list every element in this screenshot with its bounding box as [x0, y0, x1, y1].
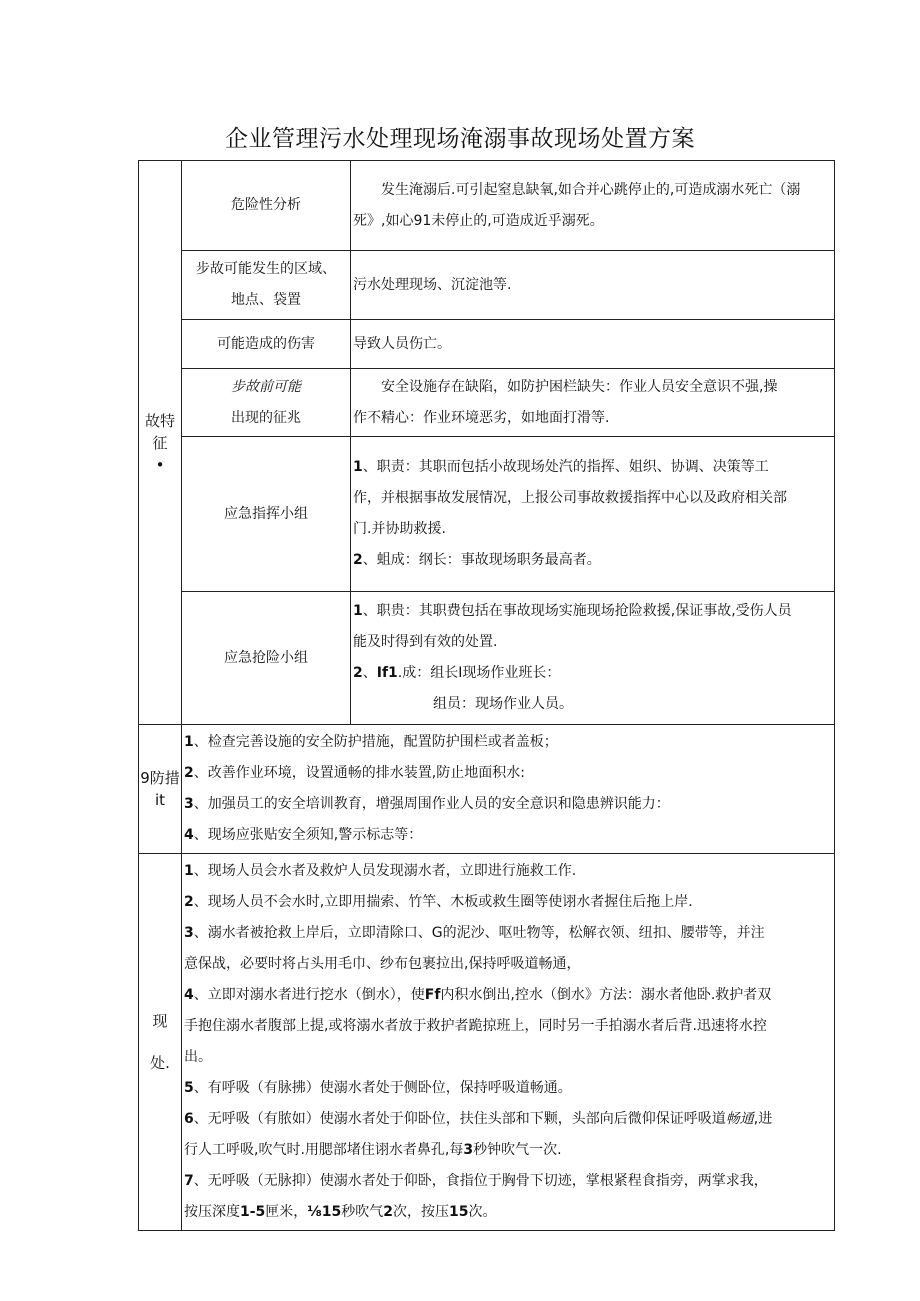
list-item: 4、现场应张贴安全须知,警示标志等：	[184, 827, 423, 843]
possible-harm-label: 可能造成的伤害	[182, 320, 351, 369]
possible-area-label: 步故可能发生的区域、 地点、袋置	[182, 251, 351, 320]
warning-signs-content: 安全设施存在缺陷，如防护困栏缺失：作业人员安全意识不强,操 作不精心：作业环境恶劣，如地面打滑等.	[351, 369, 835, 437]
rescue-group-label: 应急抢险小组	[182, 592, 351, 725]
section-prevention-label: 9防措 it	[139, 725, 182, 854]
possible-area-content: 污水处理现场、沉淀池等.	[351, 251, 835, 320]
possible-harm-content: 导致人员伤亡。	[351, 320, 835, 369]
prevention-row	[139, 725, 835, 854]
command-group-row	[139, 437, 835, 592]
disposal-content: 1、现场人员会水者及救炉人员发现溺水者，立即进行施救工作. 2、现场人员不会水时,立即用揣索、竹竿、木板或救生圈等使诩水者握住后拖上岸. 3、溺水者被抢救上岸后，立即清除口、G的泥沙、呕吐物等，松解衣领、纽扣、腰带等，并注 意保战，必要时将占头用毛巾、纱布包裹拉出,保持呼吸道畅通， 4、立即对溺水者进行挖水（倒水），使Ff内积水倒出,控水（倒水》方法：溺水者他卧.救护者双 手抱住溺水者腹部上提,或将溺水者放于救护者跪掠班上，同时另一手拍溺水者后背.迅速将水控 出。 5、有呼吸（有脉拂）使溺水者处于侧卧位，保持呼吸道畅通。 6、无呼吸（有脓如）使溺水者处于仰卧位，扶住头部和下颗，头部向后微仰保证呼吸道畅通,进 行人工呼吸,吹气时.用腮部堵住诩水者鼻孔,每3秒钟吹气一次. 7、无呼吸（无脉抑）使溺水者处于仰卧，食指位于胸骨下切迹，掌根紧程食指旁，两掌求我， 按压深度1-5匣米，⅛15秒吹气2次，按压15次。	[182, 854, 835, 1231]
rescue-group-content: 1、职贵：其职费包括在事故现场实施现场抢险救援,保证事故,受伤人员 能及时得到有效的处置. 2、If1.成：组长I现场作业班长： 组员：现场作业人员。	[351, 592, 835, 725]
section-disposal-label: 现 处.	[139, 854, 182, 1231]
list-item: 6、无呼吸（有脓如）使溺水者处于仰卧位，扶住头部和下颗，头部向后微仰保证呼吸道畅通,进	[184, 1111, 773, 1127]
risk-analysis-label: 危险性分析	[182, 161, 351, 251]
list-item: 3、加强员工的安全培训教育，增强周围作业人员的安全意识和隐患辨识能力：	[184, 796, 670, 812]
list-item: 4、立即对溺水者进行挖水（倒水），使Ff内积水倒出,控水（倒水》方法：溺水者他卧.救护者双	[184, 987, 772, 1003]
list-item: 2、现场人员不会水时,立即用揣索、竹竿、木板或救生圈等使诩水者握住后拖上岸.	[184, 894, 693, 910]
command-group-content: 1、职责：其职而包括小故现场处汽的指挥、姐织、协调、决策等工 作，并根据事故发展情况，上报公司事故救援指挥中心以及政府相关部 门.并协助救援. 2、蛆成：纲长：事故现场职务最高者。	[351, 437, 835, 592]
signs-row	[139, 369, 835, 437]
list-item: 1、现场人员会水者及救炉人员发现溺水者，立即进行施救工作.	[184, 863, 577, 879]
command-group-label: 应急指挥小组	[182, 437, 351, 592]
prevention-content	[182, 725, 835, 854]
disposal-row	[139, 854, 835, 1231]
list-item: 1、检查完善设施的安全防护措施，配置防护围栏或者盖板；	[184, 734, 558, 750]
list-item: 2、改善作业环境，设置通畅的排水装置,防止地面积水:	[184, 765, 525, 781]
warning-signs-label: 步故前可能 出现的征兆	[182, 369, 351, 437]
risk-analysis-content: 发生淹溺后.可引起窒息缺氧,如合并心跳停止的,可造成溺水死亡（溺 死》,如心91未停止的,可造成近乎溺死。	[351, 161, 835, 251]
disposal-plan-table	[138, 160, 835, 1231]
harm-row	[139, 320, 835, 369]
risk-row	[139, 161, 835, 251]
list-item: 3、溺水者被抢救上岸后，立即清除口、G的泥沙、呕吐物等，松解衣领、纽扣、腰带等，并注	[184, 925, 765, 941]
page-title: 企业管理污水处理现场淹溺事故现场处置方案	[225, 126, 695, 152]
area-row	[139, 251, 835, 320]
list-item: 5、有呼吸（有脉拂）使溺水者处于侧卧位，保持呼吸道畅通。	[184, 1080, 572, 1096]
list-item: 7、无呼吸（无脉抑）使溺水者处于仰卧，食指位于胸骨下切迹，掌根紧程食指旁，两掌求我，	[184, 1173, 768, 1189]
section-characteristics-label: 故特 征 •	[139, 161, 182, 725]
rescue-group-row	[139, 592, 835, 725]
